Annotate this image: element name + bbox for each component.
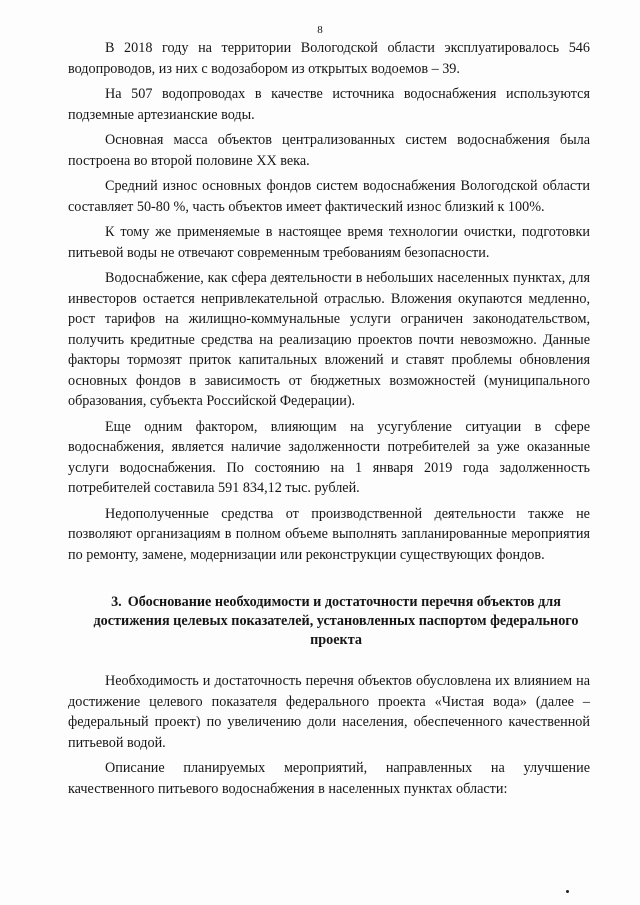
paragraph-construction-period: Основная масса объектов централизованных систем водоснабжения была построена во второй половине XX века. <box>68 132 590 169</box>
paragraph-lost-revenue: Недополученные средства от производственной деятельности также не позволяют организациям в полном объеме выполнять запланированные мероприятия по ремонту, замене, модернизации или реконструкции существующих фондов. <box>68 505 590 563</box>
paragraph-necessity-sufficiency: Необходимость и достаточность перечня объектов обусловлена их влиянием на достижение целевого показателя федерального проекта «Чистая вода» (далее – федеральный проект) по увеличению доли населения, обеспеченного качественной питьевой водой. <box>68 673 590 751</box>
section-number: 3. <box>111 594 122 610</box>
paragraph-treatment-technologies: К тому же применяемые в настоящее время технологии очистки, подготовки питьевой воды не отвечают современным требованиям безопасности. <box>68 224 590 261</box>
paragraph-planned-measures: Описание планируемых мероприятий, направленных на улучшение качественного питьевого водоснабжения в населенных пунктах области: <box>68 760 590 797</box>
paragraph-investment-attractiveness: Водоснабжение, как сфера деятельности в небольших населенных пунктах, для инвесторов остается непривлекательной отраслью. Вложения окупаются медленно, рост тарифов на жилищно-коммунальные услуги ограничен законодательством, получить кредитные средства на реализацию проектов почти невозможно. Данные факторы тормозят приток капитальных вложений и ставят проблемы обновления основных фондов в зависимость от бюджетных возможностей (муниципального образования, субъекта Российской Федерации). <box>68 270 590 409</box>
paragraph-artesian-sources: На 507 водопроводах в качестве источника водоснабжения используются подземные артезианские воды. <box>68 86 590 123</box>
scan-speck <box>566 890 569 893</box>
paragraph-water-pipelines-count: В 2018 году на территории Вологодской области эксплуатировалось 546 водопроводов, из них с водозабором из открытых водоемов – 39. <box>68 40 590 77</box>
paragraph-wear-level: Средний износ основных фондов систем водоснабжения Вологодской области составляет 50-80 %, часть объектов имеет фактический износ близкий к 100%. <box>68 178 590 215</box>
page-number: 8 <box>317 24 323 36</box>
document-body <box>68 38 590 804</box>
section-title: Обоснование необходимости и достаточности перечня объектов для достижения целевых показателей, установленных паспортом федерального проекта <box>93 594 579 648</box>
section-heading <box>68 593 590 650</box>
paragraph-consumer-debt: Еще одним фактором, влияющим на усугубление ситуации в сфере водоснабжения, является наличие задолженности потребителей за уже оказанные услуги водоснабжения. По состоянию на 1 января 2019 года задолженность потребителей составила 591 834,12 тыс. рублей. <box>68 418 590 496</box>
